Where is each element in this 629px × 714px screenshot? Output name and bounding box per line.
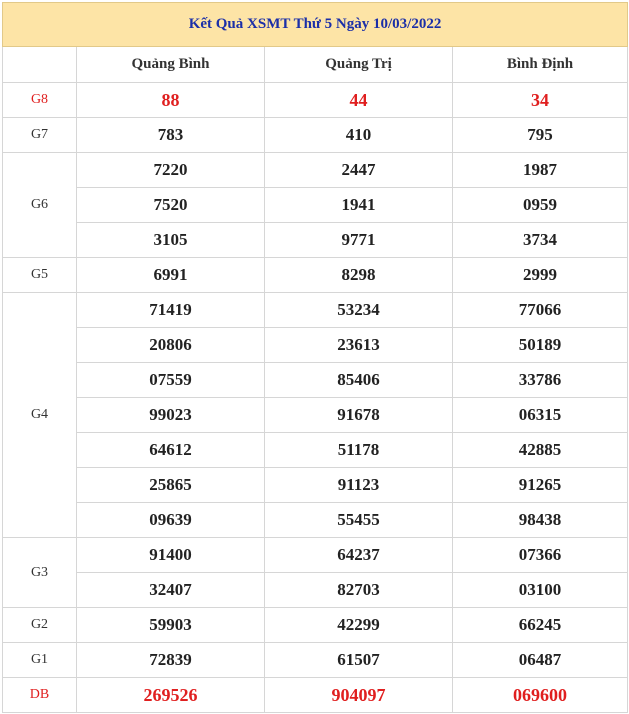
lottery-results-table <box>2 2 628 713</box>
result-number: 42885 <box>453 433 628 468</box>
result-number: 51178 <box>265 433 453 468</box>
table-row <box>3 468 628 503</box>
prize-label-g7: G7 <box>3 118 77 153</box>
result-number: 09639 <box>77 503 265 538</box>
result-number: 64237 <box>265 538 453 573</box>
result-number: 069600 <box>453 678 628 713</box>
result-number: 64612 <box>77 433 265 468</box>
result-number: 23613 <box>265 328 453 363</box>
prize-label-g3: G3 <box>3 538 77 608</box>
result-number: 03100 <box>453 573 628 608</box>
result-number: 0959 <box>453 188 628 223</box>
result-number: 795 <box>453 118 628 153</box>
result-number: 42299 <box>265 608 453 643</box>
result-number: 91265 <box>453 468 628 503</box>
prize-label-g4: G4 <box>3 293 77 538</box>
results-container <box>2 2 627 713</box>
prize-label-g1: G1 <box>3 643 77 678</box>
result-number: 25865 <box>77 468 265 503</box>
table-row <box>3 153 628 188</box>
table-row <box>3 538 628 573</box>
result-number: 7220 <box>77 153 265 188</box>
table-row <box>3 188 628 223</box>
result-number: 06315 <box>453 398 628 433</box>
result-number: 20806 <box>77 328 265 363</box>
result-number: 61507 <box>265 643 453 678</box>
table-row <box>3 643 628 678</box>
result-number: 2447 <box>265 153 453 188</box>
result-number: 99023 <box>77 398 265 433</box>
table-row <box>3 573 628 608</box>
prize-label-g5: G5 <box>3 258 77 293</box>
header-row <box>3 47 628 83</box>
result-number: 55455 <box>265 503 453 538</box>
prize-header-blank <box>3 47 77 83</box>
result-number: 3105 <box>77 223 265 258</box>
table-row <box>3 118 628 153</box>
result-number: 91678 <box>265 398 453 433</box>
table-row <box>3 83 628 118</box>
table-row <box>3 258 628 293</box>
title-row <box>3 3 628 47</box>
result-number: 3734 <box>453 223 628 258</box>
province-header-1: Quảng Bình <box>77 47 265 83</box>
result-number: 33786 <box>453 363 628 398</box>
prize-label-db: DB <box>3 678 77 713</box>
table-row <box>3 608 628 643</box>
table-row <box>3 328 628 363</box>
province-header-2: Quảng Trị <box>265 47 453 83</box>
result-number: 72839 <box>77 643 265 678</box>
result-number: 91400 <box>77 538 265 573</box>
table-row <box>3 363 628 398</box>
result-number: 71419 <box>77 293 265 328</box>
result-number: 9771 <box>265 223 453 258</box>
table-row <box>3 223 628 258</box>
result-number: 1987 <box>453 153 628 188</box>
prize-label-g2: G2 <box>3 608 77 643</box>
result-number: 8298 <box>265 258 453 293</box>
result-number: 66245 <box>453 608 628 643</box>
table-row <box>3 503 628 538</box>
result-number: 44 <box>265 83 453 118</box>
result-number: 6991 <box>77 258 265 293</box>
result-number: 1941 <box>265 188 453 223</box>
result-number: 410 <box>265 118 453 153</box>
result-number: 88 <box>77 83 265 118</box>
result-number: 269526 <box>77 678 265 713</box>
results-body <box>3 83 628 713</box>
result-number: 07366 <box>453 538 628 573</box>
result-number: 98438 <box>453 503 628 538</box>
result-number: 07559 <box>77 363 265 398</box>
table-row <box>3 433 628 468</box>
table-row <box>3 678 628 713</box>
table-title: Kết Quả XSMT Thứ 5 Ngày 10/03/2022 <box>3 3 628 47</box>
table-row <box>3 293 628 328</box>
table-row <box>3 398 628 433</box>
result-number: 77066 <box>453 293 628 328</box>
result-number: 7520 <box>77 188 265 223</box>
result-number: 50189 <box>453 328 628 363</box>
result-number: 91123 <box>265 468 453 503</box>
prize-label-g8: G8 <box>3 83 77 118</box>
result-number: 06487 <box>453 643 628 678</box>
result-number: 59903 <box>77 608 265 643</box>
result-number: 85406 <box>265 363 453 398</box>
prize-label-g6: G6 <box>3 153 77 258</box>
result-number: 82703 <box>265 573 453 608</box>
result-number: 2999 <box>453 258 628 293</box>
result-number: 34 <box>453 83 628 118</box>
result-number: 904097 <box>265 678 453 713</box>
province-header-3: Bình Định <box>453 47 628 83</box>
result-number: 53234 <box>265 293 453 328</box>
result-number: 783 <box>77 118 265 153</box>
result-number: 32407 <box>77 573 265 608</box>
